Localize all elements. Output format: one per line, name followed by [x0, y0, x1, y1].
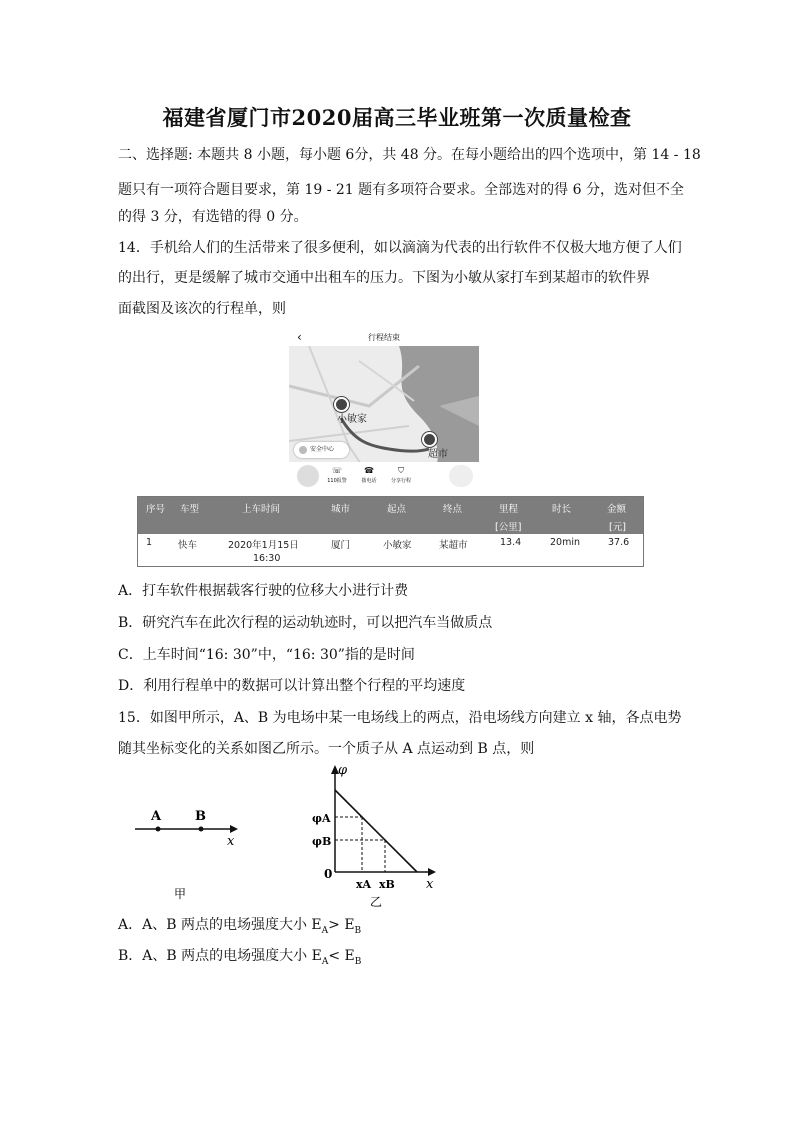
point-a-label: A	[151, 809, 162, 824]
q14-option-c: C．上车时间“16: 30”中，“16: 30”指的是时间	[118, 647, 415, 663]
header-city: 城市	[331, 504, 351, 515]
screenshot-title: 行程结束	[368, 333, 400, 342]
shield-icon	[299, 446, 307, 454]
q15-option-b	[118, 946, 361, 972]
page-title: 福建省厦门市2020届高三毕业班第一次质量检查	[162, 105, 632, 130]
header-fare: 金额	[607, 504, 627, 515]
header-car: 车型	[180, 504, 200, 515]
yi-caption: 乙	[370, 895, 383, 909]
shop-label: 超市	[428, 449, 448, 460]
q14-option-d: D．利用行程单中的数据可以计算出整个行程的平均速度	[118, 678, 466, 694]
x-b-label: xB	[379, 878, 395, 891]
phi-axis-label: φ	[338, 763, 348, 778]
jia-caption: 甲	[174, 887, 187, 901]
phone-icon: ☎	[364, 466, 374, 475]
header-distance: 里程	[499, 504, 519, 515]
q14-option-b: B．研究汽车在此次行程的运动轨迹时，可以把汽车当做质点	[118, 615, 493, 631]
yi-x-axis-label: x	[426, 877, 434, 892]
x-a-label: xA	[356, 878, 372, 891]
phi-a-label: φA	[312, 812, 331, 825]
point-b-label: B	[195, 809, 206, 824]
q15-option-a-sub2: B	[354, 925, 362, 936]
safety-center-button[interactable]	[294, 442, 349, 458]
q14-line-2: 的出行，更是缓解了城市交通中出租车的压力。下图为小敏从家打车到某超市的软件界	[118, 270, 650, 286]
section-line-3: 的得 3 分，有选错的得 0 分。	[118, 209, 308, 225]
figure-jia	[130, 800, 250, 905]
q14-option-a: A．打车软件根据载客行驶的位移大小进行计费	[118, 583, 409, 599]
header-from: 起点	[387, 504, 407, 515]
header-to: 终点	[443, 504, 463, 515]
share-label: 分享行程	[390, 478, 411, 484]
cell-from: 小敏家	[383, 540, 412, 551]
q15-option-b-op: < E	[328, 948, 355, 964]
back-icon: ‹	[297, 330, 302, 344]
q14-line-1: 14．手机给人们的生活带来了很多便利，如以滴滴为代表的出行软件不仅极大地方便了人们	[118, 240, 682, 256]
q15-option-b-sub1: A	[321, 956, 329, 967]
police-label: 110报警	[327, 478, 347, 484]
q15-option-a-text: A．A、B 两点的电场强度大小 E	[118, 917, 322, 933]
cell-fare: 37.6	[608, 537, 630, 548]
call-button[interactable]	[356, 465, 382, 484]
cell-no: 1	[146, 537, 153, 548]
ride-app-screenshot	[289, 329, 479, 493]
header-duration: 时长	[552, 504, 572, 515]
point-a-dot	[156, 827, 161, 832]
screenshot-header	[289, 329, 479, 346]
cell-car: 快车	[178, 540, 198, 551]
cell-date: 2020年1月15日	[228, 540, 299, 551]
safety-label: 安全中心	[310, 446, 335, 453]
figure-yi	[300, 760, 450, 910]
cell-time: 16:30	[253, 553, 281, 564]
phi-b-label: φB	[312, 835, 332, 848]
cell-city: 厦门	[331, 540, 351, 551]
header-no: 序号	[146, 504, 166, 515]
q15-option-a-op: > E	[328, 917, 355, 933]
cell-to: 某超市	[439, 540, 468, 551]
share-icon: ⛉	[398, 466, 404, 475]
origin-label: 0	[324, 867, 333, 881]
cell-distance: 13.4	[500, 537, 522, 548]
header-fare-unit: [元]	[609, 522, 626, 533]
q14-line-3: 面截图及该次的行程单，则	[118, 301, 286, 317]
police-button[interactable]	[324, 465, 350, 484]
more-button[interactable]	[449, 465, 473, 487]
q15-option-a	[118, 915, 361, 941]
section-line-1: 二、选择题: 本题共 8 小题，每小题 6分，共 48 分。在每小题给出的四个选项中，第 14 - 18	[118, 147, 701, 163]
home-label: 小敏家	[337, 414, 367, 425]
call-label: 拨电话	[361, 478, 377, 484]
trip-table	[137, 496, 644, 567]
point-b-dot	[199, 827, 204, 832]
q15-option-a-sub1: A	[321, 925, 329, 936]
q15-line-2: 随其坐标变化的关系如图乙所示。一个质子从 A 点运动到 B 点，则	[118, 741, 535, 757]
potential-line	[335, 790, 417, 872]
cell-duration: 20min	[550, 537, 581, 548]
section-line-2: 题只有一项符合题目要求，第 19 - 21 题有多项符合要求。全部选对的得 6 分，选对但不全	[118, 182, 684, 198]
driver-avatar	[297, 465, 319, 487]
q15-line-1: 15．如图甲所示，A、B 为电场中某一电场线上的两点，沿电场线方向建立 x 轴，各点电势	[118, 710, 682, 726]
police-icon: ☏	[331, 466, 342, 475]
q15-option-b-text: B．A、B 两点的电场强度大小 E	[118, 948, 322, 964]
share-button[interactable]	[388, 465, 414, 484]
header-time: 上车时间	[242, 504, 281, 515]
header-distance-unit: [公里]	[495, 522, 522, 533]
jia-axis-label: x	[227, 834, 235, 849]
q15-option-b-sub2: B	[354, 956, 362, 967]
screenshot-panel	[289, 462, 479, 493]
